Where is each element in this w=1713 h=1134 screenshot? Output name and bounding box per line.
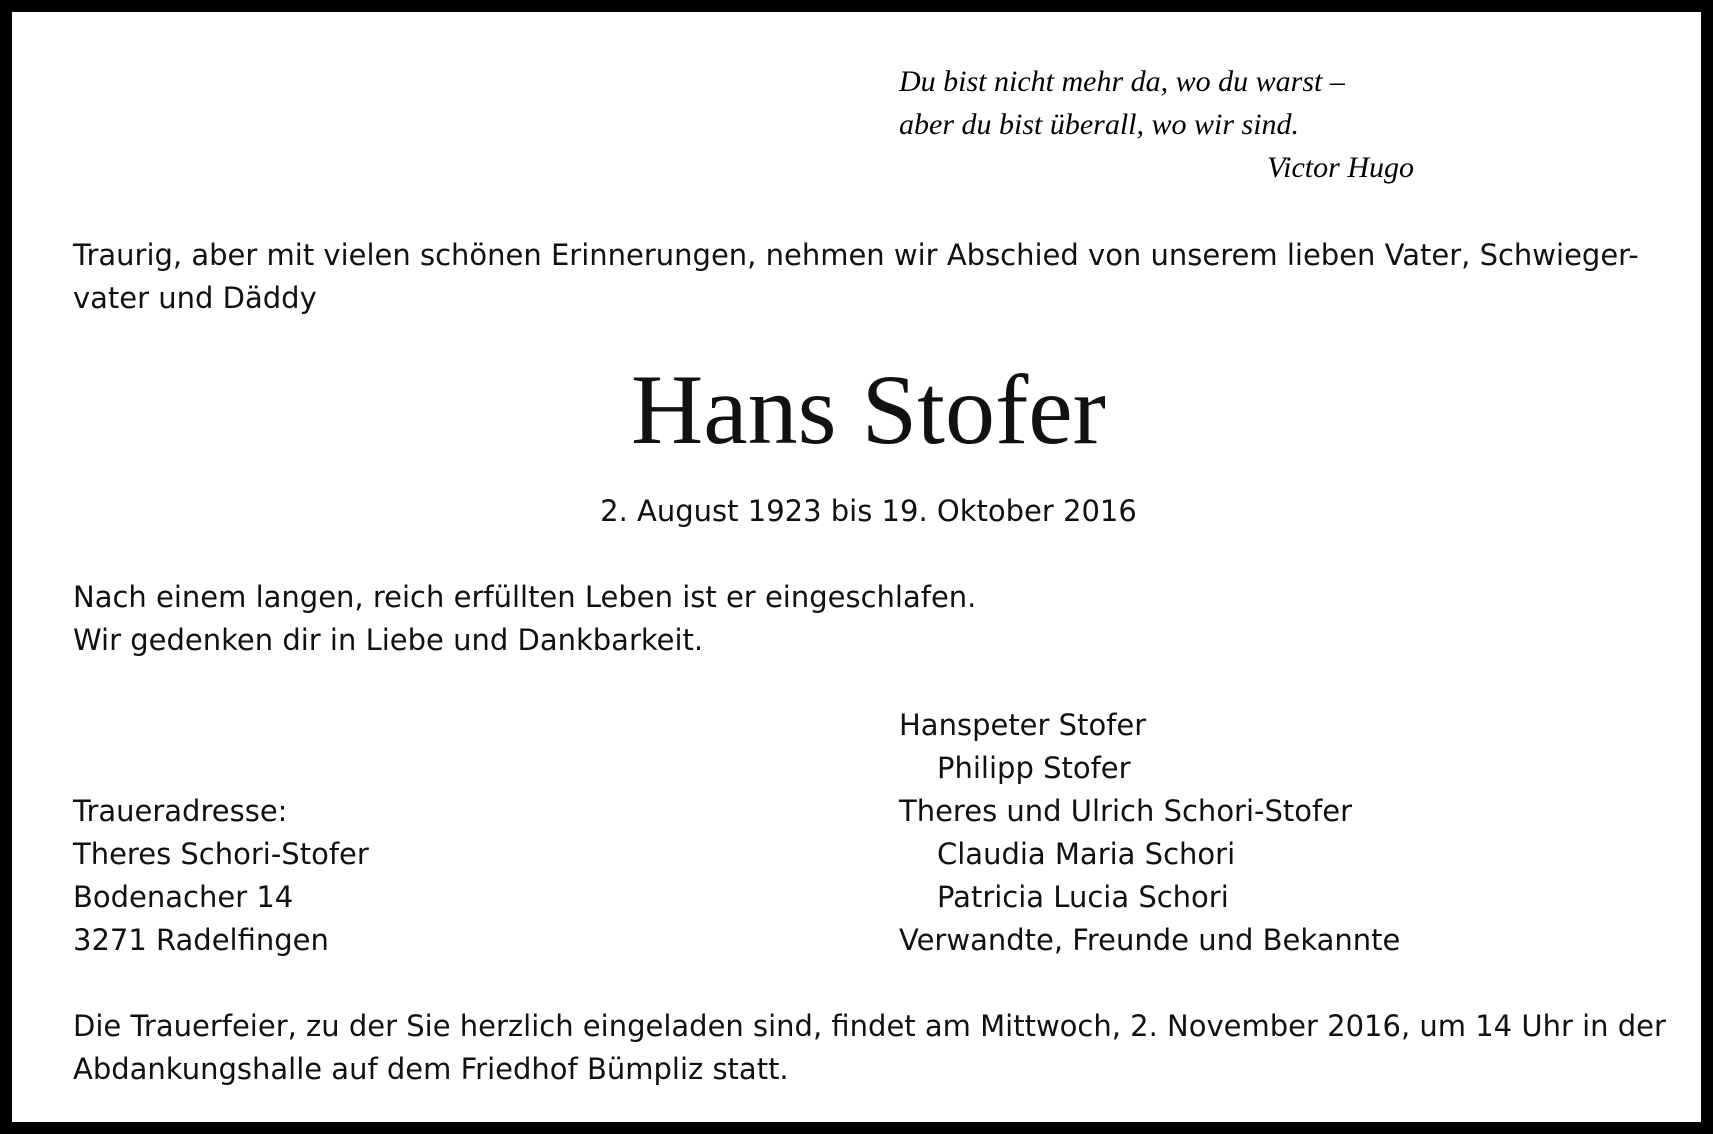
mourning-address [73,790,369,962]
deceased-name: Hans Stofer [631,354,1106,465]
mourners-list [899,704,1400,962]
intro-line: Traurig, aber mit vielen schönen Erinnerungen, nehmen wir Abschied von unserem lieben Vater, Schwieger- [73,238,1639,272]
quote-line: aber du bist überall, wo wir sind. [899,108,1300,141]
funeral-announcement [73,1005,1666,1091]
epigraph-quote [899,60,1414,189]
mourner-entry: Theres und Ulrich Schori-Stofer [899,794,1352,828]
funeral-line: Abdankungshalle auf dem Friedhof Bümpliz statt. [73,1052,789,1086]
memorial-message [73,576,976,662]
life-dates: 2. August 1923 bis 19. Oktober 2016 [600,494,1137,528]
mourner-entry: Claudia Maria Schori [937,837,1236,871]
address-label: Traueradresse: [73,794,288,828]
mourner-entry: Verwandte, Freunde und Bekannte [899,923,1401,957]
quote-line: Du bist nicht mehr da, wo du warst – [899,65,1345,98]
intro-paragraph [73,234,1673,320]
intro-line: vater und Däddy [73,281,317,315]
mourner-entry: Patricia Lucia Schori [937,880,1229,914]
address-street: Bodenacher 14 [73,880,294,914]
mourner-entry: Philipp Stofer [937,751,1131,785]
message-line: Wir gedenken dir in Liebe und Dankbarkeit. [73,623,704,657]
address-city: 3271 Radelfingen [73,923,329,957]
address-name: Theres Schori-Stofer [73,837,369,871]
quote-author: Victor Hugo [1267,151,1414,184]
message-line: Nach einem langen, reich erfüllten Leben ist er eingeschlafen. [73,580,977,614]
funeral-line: Die Trauerfeier, zu der Sie herzlich eingeladen sind, findet am Mittwoch, 2. November 2016, um 14 Uhr in der [73,1009,1666,1043]
mourner-entry: Hanspeter Stofer [899,708,1147,742]
